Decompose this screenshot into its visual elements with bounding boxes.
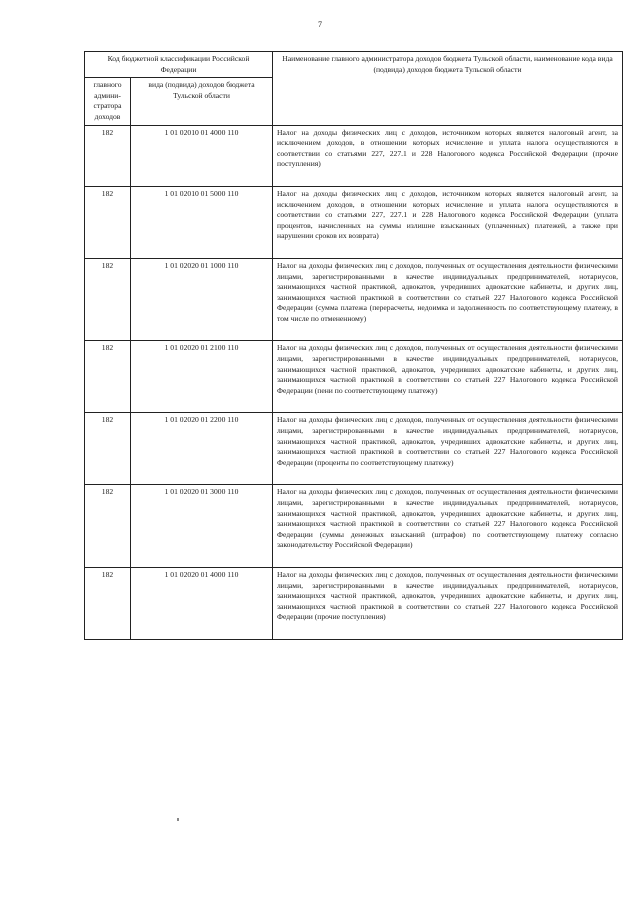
income-name-cell xyxy=(273,258,623,341)
table-row xyxy=(85,186,623,258)
table-row xyxy=(85,125,623,186)
kind-column-header: вида (подвида) доходов бюджета Тульской области xyxy=(131,78,273,125)
budget-classification-table xyxy=(84,51,623,640)
table-row xyxy=(85,341,623,413)
income-name-text: Налог на доходы физических лиц с доходов, полученных от осуществления деятельности физическими лицами, зарегистрированными в качестве индивидуальных предпринимателей, нотариусов, занимающихся частной практикой, адвокатов, учредивших адвокатские кабинеты, и других лиц, занимающихся частной практикой в соответствии со статьей 227 Налогового кодекса Российской Федерации (сумма платежа (перерасчеты, недоимка и задолженность по соответствующему платежу, в том числе по отмененному) xyxy=(277,260,618,323)
income-name-text: Налог на доходы физических лиц с доходов, полученных от осуществления деятельности физическими лицами, зарегистрированными в качестве индивидуальных предпринимателей, нотариусов, занимающихся частной практикой, адвокатов, учредивших адвокатские кабинеты, и других лиц, занимающихся частной практикой в соответствии со статьей 227 Налогового кодекса Российской Федерации (прочие поступления) xyxy=(277,569,618,622)
income-name-text: Налог на доходы физических лиц с доходов, источником которых является налоговый агент, за исключением доходов, в отношении которых исчисление и уплата налога осуществляются в соответствии со статьями 227, 227.1 и 228 Налогового кодекса Российской Федерации (уплата процентов, начисленных на суммы излишне взысканных (уплаченных) платежей, а также при нарушении сроков их возврата) xyxy=(277,188,618,241)
income-name-cell xyxy=(273,186,623,258)
income-name-text: Налог на доходы физических лиц с доходов, полученных от осуществления деятельности физическими лицами, зарегистрированными в качестве индивидуальных предпринимателей, нотариусов, занимающихся частной практикой, адвокатов, учредивших адвокатские кабинеты, и других лиц, занимающихся частной практикой в соответствии со статьей 227 Налогового кодекса Российской Федерации (пени по соответствующему платежу) xyxy=(277,343,618,395)
name-column-header: Наименование главного администратора доходов бюджета Тульской области, наименование кода вида (подвида) доходов бюджета Тульской области xyxy=(273,52,623,126)
income-code-cell: 1 01 02020 01 4000 110 xyxy=(131,567,273,639)
income-name-cell xyxy=(273,413,623,485)
admin-code-cell: 182 xyxy=(85,125,131,186)
income-code-cell: 1 01 02020 01 2200 110 xyxy=(131,413,273,485)
income-name-cell xyxy=(273,341,623,413)
table-row xyxy=(85,413,623,485)
table-row xyxy=(85,567,623,639)
admin-code-cell: 182 xyxy=(85,258,131,341)
income-code-cell: 1 01 02010 01 4000 110 xyxy=(131,125,273,186)
income-code-cell: 1 01 02020 01 1000 110 xyxy=(131,258,273,341)
page-number: 7 xyxy=(318,20,322,29)
table-row xyxy=(85,258,623,341)
income-name-cell xyxy=(273,567,623,639)
income-name-cell xyxy=(273,125,623,186)
income-code-cell: 1 01 02020 01 2100 110 xyxy=(131,341,273,413)
table-header-row xyxy=(85,52,623,78)
income-name-text: Налог на доходы физических лиц с доходов, источником которых является налоговый агент, за исключением доходов, в отношении которых исчисление и уплата налога осуществляются в соответствии со статьями 227, 227.1 и 228 Налогового кодекса Российской Федерации (прочие поступления) xyxy=(277,127,618,169)
admin-code-cell: 182 xyxy=(85,186,131,258)
admin-code-cell: 182 xyxy=(85,567,131,639)
admin-code-cell: 182 xyxy=(85,341,131,413)
income-name-text: Налог на доходы физических лиц с доходов, полученных от осуществления деятельности физическими лицами, зарегистрированными в качестве индивидуальных предпринимателей, нотариусов, занимающихся частной практикой, адвокатов, учредивших адвокатские кабинеты, и других лиц, занимающихся частной практикой в соответствии со статьей 227 Налогового кодекса Российской Федерации (суммы денежных взысканий (штрафов) по соответствующему платежу согласно законодательству Российской Федерации) xyxy=(277,487,618,550)
admin-code-cell: 182 xyxy=(85,413,131,485)
income-name-cell xyxy=(273,485,623,568)
code-group-header: Код бюджетной классификации Российской Федерации xyxy=(85,52,273,78)
scan-speck xyxy=(177,818,179,821)
income-code-cell: 1 01 02010 01 5000 110 xyxy=(131,186,273,258)
income-name-text: Налог на доходы физических лиц с доходов, полученных от осуществления деятельности физическими лицами, зарегистрированными в качестве индивидуальных предпринимателей, нотариусов, занимающихся частной практикой, адвокатов, учредивших адвокатские кабинеты, и других лиц, занимающихся частной практикой в соответствии со статьей 227 Налогового кодекса Российской Федерации (проценты по соответствующему платежу) xyxy=(277,415,618,467)
table-row xyxy=(85,485,623,568)
admin-code-cell: 182 xyxy=(85,485,131,568)
income-code-cell: 1 01 02020 01 3000 110 xyxy=(131,485,273,568)
admin-column-header: главного админи-стратора доходов xyxy=(85,78,131,125)
